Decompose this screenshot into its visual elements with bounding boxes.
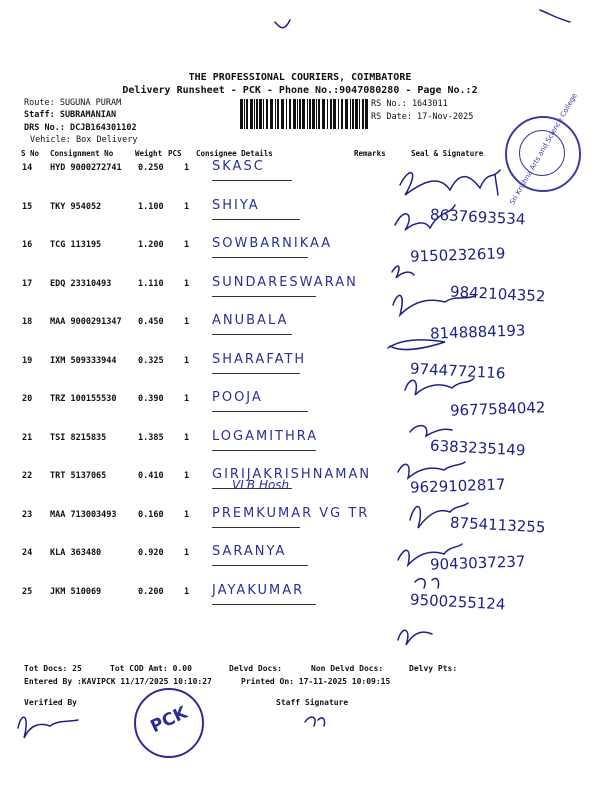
total-docs: Tot Docs: 25 (24, 664, 82, 673)
row-sno: 20 (22, 394, 33, 404)
row-weight: 0.325 (138, 356, 164, 366)
col-consignee: Consignee Details (196, 149, 273, 158)
row-sno: 16 (22, 240, 33, 250)
signature-row-20 (410, 426, 452, 436)
row-sno: 18 (22, 317, 33, 327)
row-phone: 9043037237 (429, 552, 526, 574)
row-consignee-name: SOWBARNIKAA (212, 236, 333, 251)
company-title: THE PROFESSIONAL COURIERS, COIMBATORE (188, 72, 412, 83)
row-sno: 19 (22, 356, 33, 366)
row-weight: 0.200 (138, 587, 164, 597)
row-phone: 9677584042 (449, 398, 546, 420)
signature-row-16 (392, 266, 414, 278)
entered-by: Entered By :KAVIPCK 11/17/2025 10:10:27 (24, 677, 212, 686)
row-phone: 8148884193 (429, 321, 526, 343)
row-weight: 0.410 (138, 471, 164, 481)
col-consignment: Consignment No (50, 149, 114, 158)
row-weight: 0.250 (138, 163, 164, 173)
signature-row-14 (400, 170, 500, 195)
row-pcs: 1 (184, 548, 190, 558)
non-delivered-docs: Non Delvd Docs: (311, 664, 384, 673)
row-pcs: 1 (184, 394, 190, 404)
total-cod: Tot COD Amt: 0.00 (110, 664, 192, 673)
row-consignee-name: JAYAKUMAR (212, 583, 305, 598)
row-pcs: 1 (184, 163, 190, 173)
row-phone: 9150232619 (409, 244, 506, 266)
row-consignment: TSI 8215835 (50, 433, 107, 443)
signature-row-19 (405, 378, 474, 395)
row-consignment: MAA 9000291347 (50, 317, 122, 327)
row-consignment: HYD 9000272741 (50, 163, 122, 173)
row-pcs: 1 (184, 471, 190, 481)
signature-row-23 (398, 544, 462, 565)
row-consignment: MAA 713003493 (50, 510, 117, 520)
row-consignee-name: ANUBALA (212, 313, 289, 328)
row-pcs: 1 (184, 587, 190, 597)
staff-label: Staff: SUBRAMANIAN (24, 110, 117, 120)
row-consignee-name: SHARAFATH (212, 352, 307, 367)
row-consignment: IXM 509333944 (50, 356, 117, 366)
row-weight: 0.160 (138, 510, 164, 520)
row-weight: 0.390 (138, 394, 164, 404)
row-consignment: JKM 510069 (50, 587, 102, 597)
runsheet-subtitle: Delivery Runsheet - PCK - Phone No.:9047080280 - Page No.:2 (122, 85, 478, 96)
row-phone: 8637693534 (429, 205, 526, 229)
col-seal: Seal & Signature (411, 149, 484, 158)
row-consignee-name: SUNDARESWARAN (212, 275, 358, 290)
delivered-docs: Delvd Docs: (229, 664, 282, 673)
row-pcs: 1 (184, 510, 190, 520)
row-weight: 1.385 (138, 433, 164, 443)
row-consignee-name: SKASC (212, 159, 265, 174)
row-phone: 9629102817 (409, 475, 506, 497)
row-pcs: 1 (184, 433, 190, 443)
row-pcs: 1 (184, 356, 190, 366)
row-consignment: EDQ 23310493 (50, 279, 112, 289)
row-weight: 1.110 (138, 279, 164, 289)
signature-row-21 (398, 462, 465, 478)
signature-row-15 (395, 205, 455, 230)
row-sno: 22 (22, 471, 33, 481)
row-sno: 14 (22, 163, 33, 173)
row-sno: 25 (22, 587, 33, 597)
signature-row-22 (410, 503, 468, 528)
row-sno: 17 (22, 279, 33, 289)
vehicle-label: Vehicle: Box Delivery (30, 135, 138, 145)
row-consignment: TRT 5137065 (50, 471, 107, 481)
row-pcs: 1 (184, 202, 190, 212)
row-sno: 21 (22, 433, 33, 443)
row-phone: 9744772116 (409, 359, 506, 383)
signature-row-25 (398, 630, 432, 645)
row-weight: 0.450 (138, 317, 164, 327)
pck-stamp (134, 688, 204, 758)
row-consignee-name: POOJA (212, 390, 263, 405)
route-label: Route: SUGUNA PURAM (24, 98, 122, 108)
printed-on: Printed On: 17-11-2025 10:09:15 (241, 677, 391, 686)
row-weight: 0.920 (138, 548, 164, 558)
col-remarks: Remarks (354, 149, 386, 158)
signature-verified (18, 717, 78, 738)
row-consignee-name: GIRIJAKRISHNAMAN (212, 467, 372, 482)
row-phone: 9842104352 (449, 282, 546, 306)
row-consignment: TCG 113195 (50, 240, 102, 250)
row-sno: 24 (22, 548, 33, 558)
row-phone: 9500255124 (409, 590, 506, 614)
corner-mark (275, 10, 570, 28)
verified-by-label: Verified By (24, 698, 77, 707)
row-consignment: TKY 954052 (50, 202, 102, 212)
signature-staff (305, 717, 325, 726)
row-pcs: 1 (184, 279, 190, 289)
signature-row-24 (415, 578, 439, 588)
row-consignee-name: SARANYA (212, 544, 287, 559)
row-weight: 1.100 (138, 202, 164, 212)
delivery-points: Delvy Pts: (409, 664, 458, 673)
col-pcs: PCS (168, 149, 182, 158)
row-consignment: TRZ 100155530 (50, 394, 117, 404)
rs-date: RS Date: 17-Nov-2025 (371, 112, 474, 122)
drs-label: DRS No.: DCJB164301102 (24, 123, 137, 133)
row-consignee-name: PREMKUMAR VG TR (212, 506, 370, 521)
row-pcs: 1 (184, 317, 190, 327)
row-consignee-name: SHIYA (212, 198, 260, 213)
row-phone: 8754113255 (449, 513, 546, 537)
signature-row-17 (393, 295, 475, 315)
col-weight: Weight (135, 149, 163, 158)
staff-signature-label: Staff Signature (276, 698, 349, 707)
row-consignment: KLA 363480 (50, 548, 102, 558)
row-sno: 23 (22, 510, 33, 520)
signature-row-18 (388, 340, 445, 349)
college-seal-text: Sri Krishna Arts and Science College (508, 91, 579, 207)
col-sno: S No (21, 149, 40, 158)
rs-number: RS No.: 1643011 (371, 99, 448, 109)
row-sno: 15 (22, 202, 33, 212)
row-weight: 1.200 (138, 240, 164, 250)
row-phone: 6383235149 (429, 436, 526, 460)
pck-stamp-text: PCK (147, 702, 191, 738)
extra-note: VLB Hosh (232, 478, 290, 492)
row-pcs: 1 (184, 240, 190, 250)
row-consignee-name: LOGAMITHRA (212, 429, 319, 444)
